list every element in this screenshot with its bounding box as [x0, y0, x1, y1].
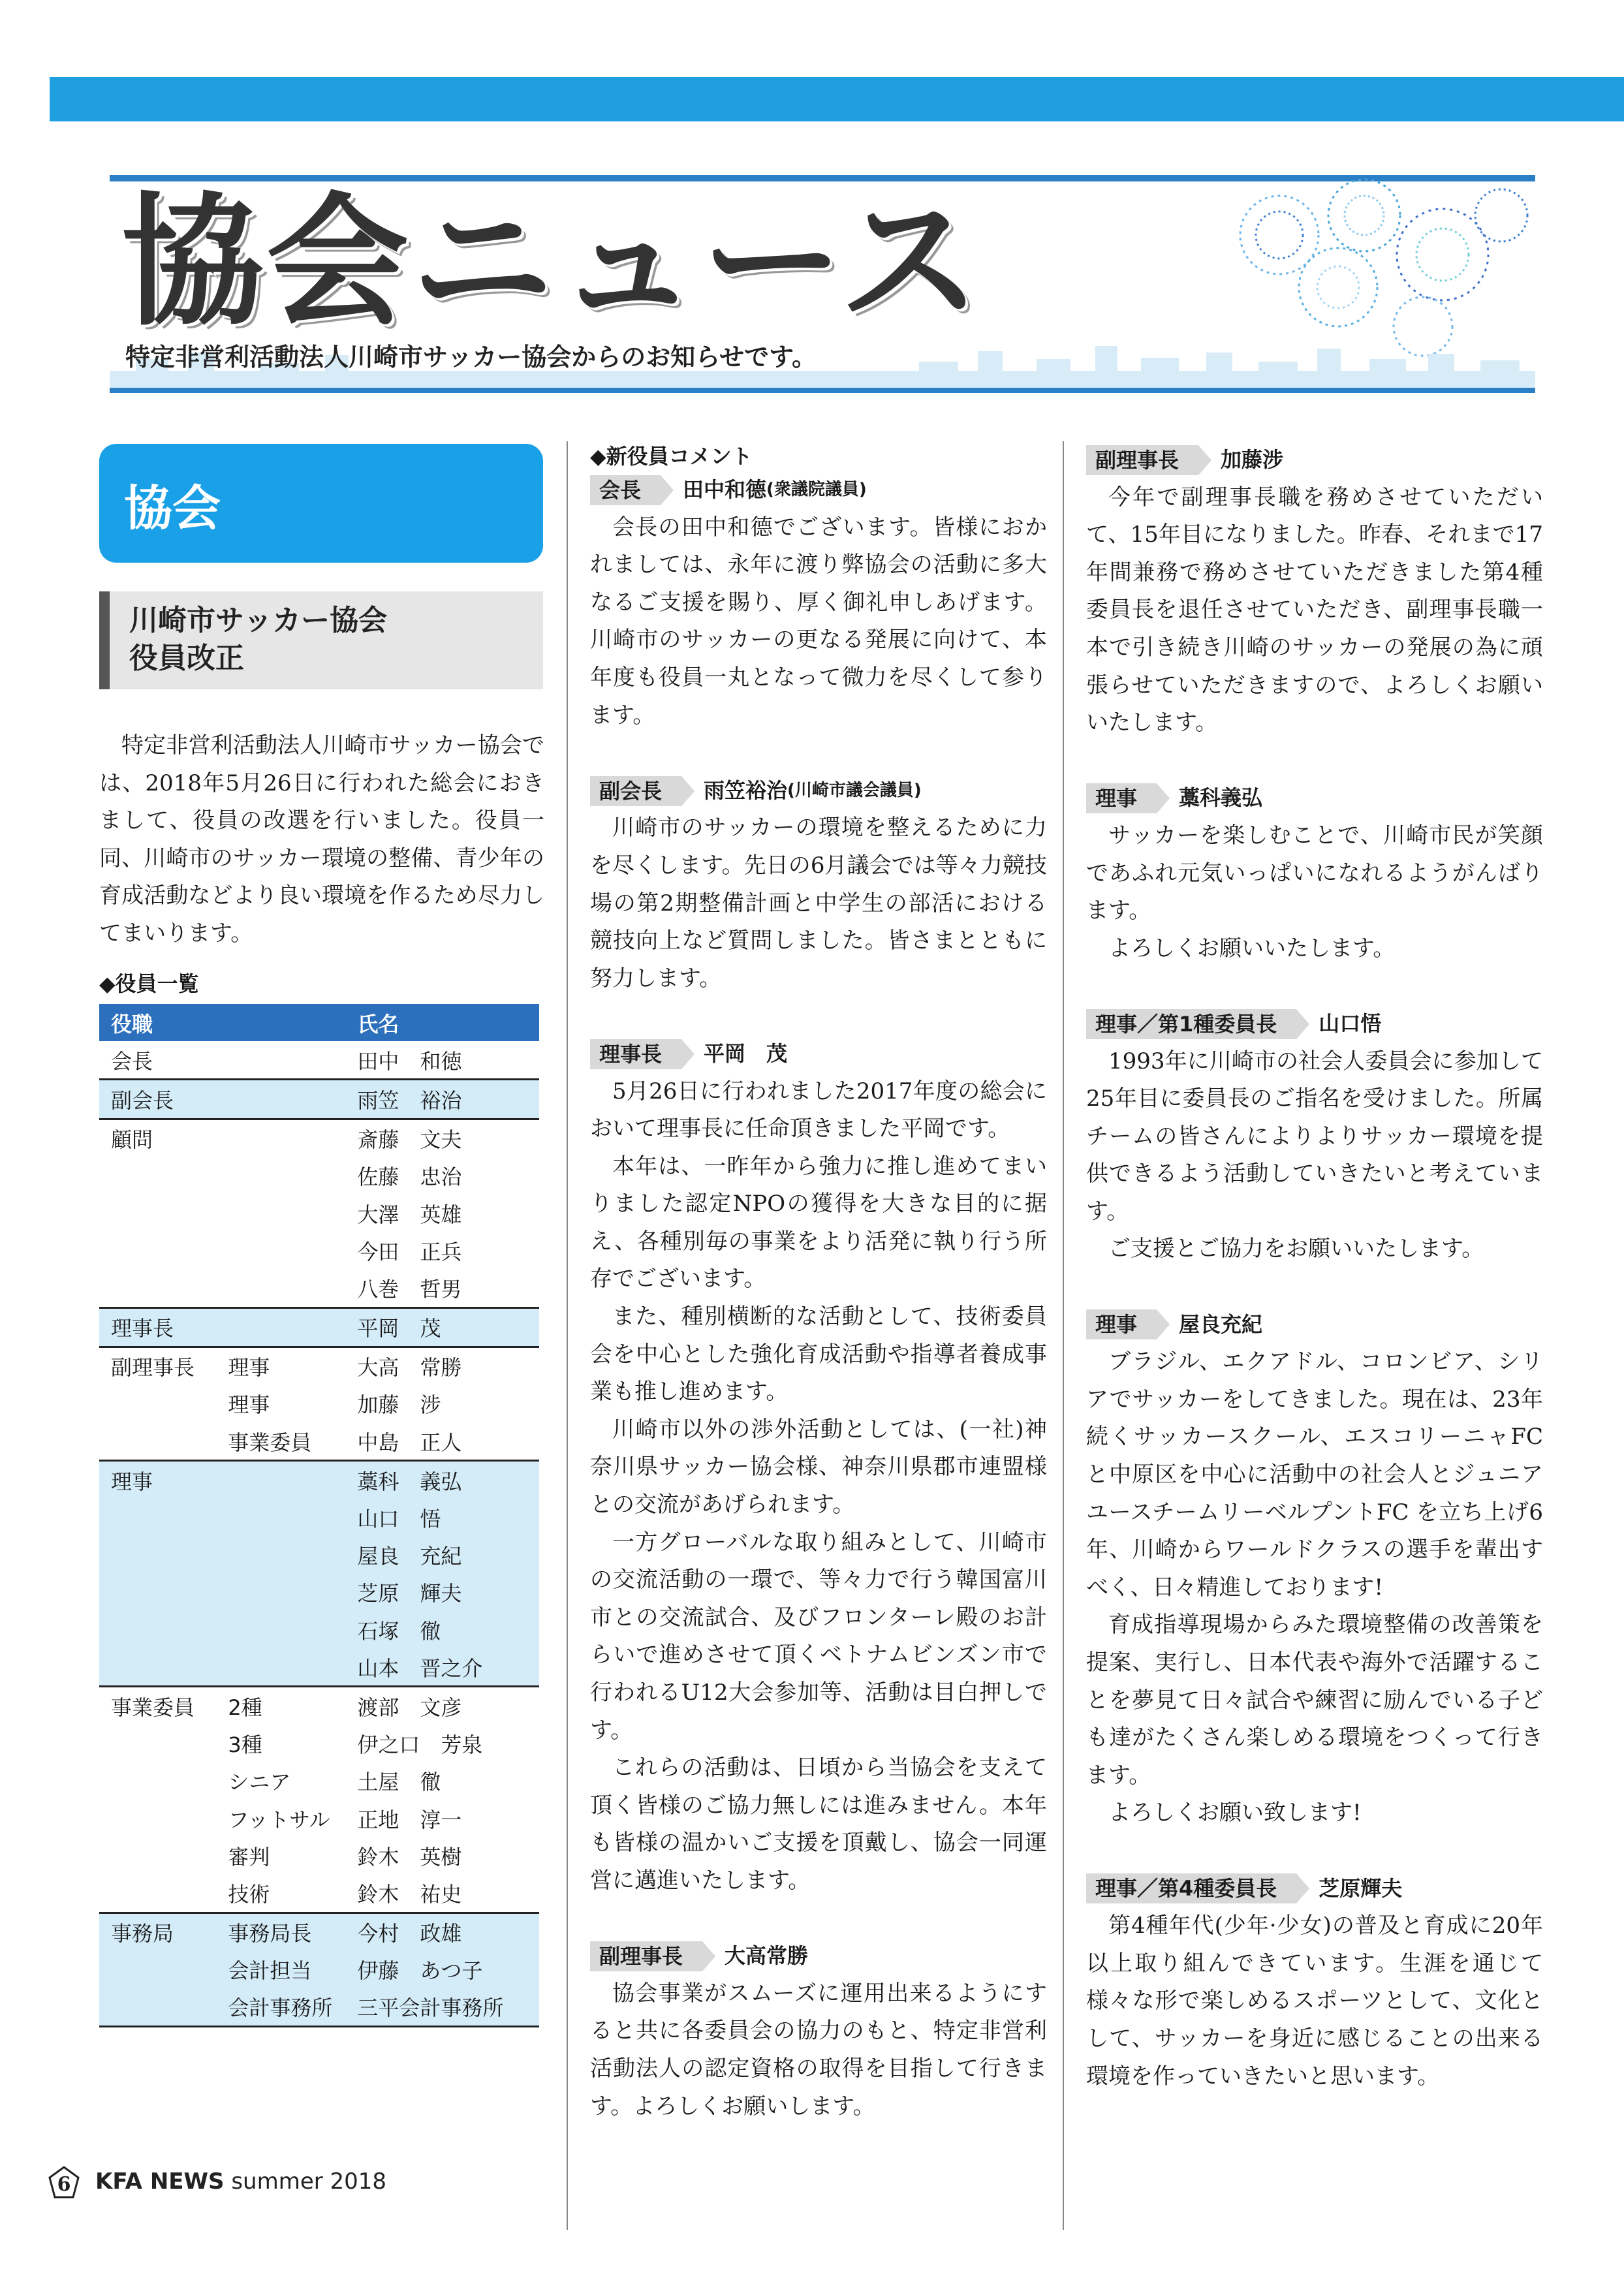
role-tag: 理事／第1種委員長 [1086, 1009, 1296, 1039]
section-label: 協会 [124, 480, 221, 537]
roster-name: 藁科 義弘 [345, 1461, 539, 1499]
comments-title: ◆新役員コメント [590, 444, 753, 469]
roster-role [99, 1762, 216, 1800]
page-number-badge [48, 2166, 80, 2198]
comment-header [1086, 441, 1543, 479]
roster-subrole: 審判 [228, 1844, 270, 1869]
comment-header [1086, 779, 1543, 817]
role-tag: 理事／第4種委員長 [1086, 1873, 1296, 1903]
roster-subrole: 事業委員 [216, 1422, 345, 1461]
comment-text: 今年で副理事長職を務めさせていただいて、15年目になりました。昨春、それまで17年間兼務で務めさせていただきました第4種委員長を退任させていただき、副理事長職一本で引き続き川崎のサッカーの発展の為に頑張らせていただきますので、よろしくお願いいたします。 [1086, 484, 1543, 736]
officer-name: 芝原輝夫 [1319, 1875, 1403, 1901]
comment-text: 育成指導現場からみた環境整備の改善策を提案、実行し、日本代表や海外で活躍することを夢見て日々試合や練習に励んでいる子ども達がたくさん楽しめる環境をつくって行きます。 [1086, 1612, 1543, 1789]
officer-note: (衆議院議員) [766, 480, 867, 499]
issue-label: summer 2018 [231, 2168, 387, 2195]
top-color-band [50, 77, 1624, 121]
roster-header-name: 氏名 [345, 1004, 539, 1041]
roster-subrole [216, 1461, 345, 1499]
comment-text: よろしくお願いいたします。 [1108, 935, 1396, 962]
roster-row [99, 1195, 539, 1232]
roster-subrole: 理事 [228, 1355, 270, 1381]
roster-role: 会長 [99, 1041, 216, 1080]
roster-role [99, 1951, 216, 1988]
comment-text: 5月26日に行われました2017年度の総会において理事長に任命頂きました平岡です。 [590, 1078, 1047, 1142]
roster-name: 加藤 涉 [357, 1392, 441, 1418]
comment-text: ご支援とご協力をお願いいたします。 [1108, 1236, 1484, 1262]
roster-name: 佐藤 忠治 [357, 1165, 462, 1190]
roster-subrole [216, 1080, 345, 1119]
roster-row [99, 1648, 539, 1687]
article-heading-box [99, 591, 543, 689]
roster-name: 屋良 充紀 [345, 1537, 539, 1574]
roster-role [99, 1611, 216, 1648]
officer-name: 雨笠裕治 [704, 777, 788, 803]
roster-subrole [216, 1648, 345, 1687]
column-divider-2 [1063, 441, 1064, 2230]
comment-text: 会長の田中和德でございます。皆様におかれましては、永年に渡り弊協会の活動に多大なるご支援を賜り、厚く御礼申しあげます。川崎市のサッカーの更なる発展に向けて、本年度も役員一丸となって微力を尽くして参ります。 [590, 514, 1047, 728]
roster-name: 山口 悟 [345, 1499, 539, 1536]
roster-row [99, 1725, 539, 1762]
roster-name: 芝原 輝夫 [345, 1574, 539, 1611]
role-tag: 副理事長 [590, 1941, 702, 1971]
roster-role [99, 1988, 216, 2027]
comment-text: 1993年に川崎市の社会人委員会に参加して25年目に委員長のご指名を受けました。所属チームの皆さんによりよりサッカー環境を提供できるよう活動していきたいと考えています。 [1086, 1048, 1543, 1225]
roster-subrole: 会計担当 [216, 1951, 345, 1988]
roster-row [99, 1837, 539, 1874]
roster-subrole: 会計事務所 [216, 1988, 345, 2027]
roster-role [99, 1195, 216, 1232]
header-rule-bottom [110, 388, 1535, 393]
roster-role [99, 1837, 216, 1874]
roster-header-role: 役職 [99, 1004, 345, 1041]
comment-text: サッカーを楽しむことで、川崎市民が笑顔であふれ元気いっぱいになれるようがんばります。 [1086, 822, 1543, 924]
section-label-box [99, 444, 543, 563]
roster-body [99, 1041, 539, 2026]
roster-role [99, 1725, 216, 1762]
comments-column-middle [590, 441, 1047, 2125]
roster-name: 土屋 徹 [357, 1770, 441, 1795]
comment-header [590, 772, 1047, 810]
roster-name: 雨笠 裕治 [345, 1080, 539, 1119]
roster-role [99, 1648, 216, 1687]
roster-row [99, 1269, 539, 1307]
roster-row [99, 1762, 539, 1800]
comment-text: ブラジル、エクアドル、コロンビア、シリアでサッカーをしてきました。現在は、23年続くサッカースクール、エスコリーニャFC と中原区を中心に活動中の社会人とジュニアユースチームリーベルプントFC を立ち上げ6年、川崎からワールドクラスの選手を輩出すべく、日々精進しております! [1086, 1349, 1543, 1601]
roster-title: ◆役員一覧 [99, 971, 199, 996]
roster-role: 理事長 [99, 1307, 216, 1347]
comments-column-right [1086, 441, 1543, 2095]
roster-row [99, 1080, 539, 1119]
comment-text: 川崎市以外の渉外活動としては、(一社)神奈川県サッカー協会様、神奈川県郡市連盟様との交流があげられます。 [590, 1416, 1047, 1518]
roster-role [99, 1574, 216, 1611]
roster-name: 石塚 徹 [345, 1611, 539, 1648]
roster-role: 事務局 [99, 1913, 216, 1951]
roster-row [99, 1499, 539, 1536]
comment-header [1086, 1870, 1543, 1908]
roster-name: 平岡 茂 [345, 1307, 539, 1347]
roster-role: 副会長 [99, 1080, 216, 1119]
roster-subrole [216, 1119, 345, 1157]
comment-header [590, 1035, 1047, 1073]
article-intro: 特定非営利活動法人川崎市サッカー協会では、2018年5月26日に行われた総会におきまして、役員の改選を行いました。役員一同、川崎市のサッカー環境の整備、青少年の育成活動などより良い環境を作るため尽力してまいります。 [99, 732, 544, 946]
comment-text: 川崎市のサッカーの環境を整えるために力を尽くします。先日の6月議会では等々力競技場の第2期整備計画と中学生の部活における競技向上など質問しました。皆さまとともに努力します。 [590, 815, 1047, 992]
roster-name: 田中 和徳 [345, 1041, 539, 1080]
roster-row [99, 1988, 539, 2027]
role-tag: 理事長 [590, 1039, 681, 1069]
officer-roster-table [99, 1004, 539, 2027]
roster-row [99, 1232, 539, 1269]
roster-subrole [216, 1611, 345, 1648]
roster-role [99, 1537, 216, 1574]
roster-row [99, 1119, 539, 1157]
roster-name: 鈴木 祐史 [345, 1874, 539, 1913]
roster-subrole: 事務局長 [216, 1913, 345, 1951]
roster-role [99, 1269, 216, 1307]
roster-subrole: 理事 [228, 1392, 270, 1418]
officer-name: 加藤涉 [1221, 447, 1284, 472]
roster-name: 三平会計事務所 [345, 1988, 539, 2027]
roster-row [99, 1385, 539, 1422]
comment-text: よろしくお願い致します! [1108, 1800, 1362, 1826]
roster-role [99, 1874, 216, 1913]
roster-name: 山本 晋之介 [345, 1648, 539, 1687]
roster-subrole: 3種 [228, 1732, 262, 1758]
page-title: 協会ニュース [121, 180, 984, 345]
comment-text: 一方グローバルな取り組みとして、川崎市の交流活動の一環で、等々力で行う韓国富川市との交流試合、及びフロンターレ殿のお計らいで進めさせて頂くベトナムビンズン市で行われるU12大会参加等、活動は目白押しです。 [590, 1529, 1047, 1744]
role-tag: 副理事長 [1086, 445, 1198, 475]
publication-name: KFA NEWS [95, 2168, 225, 2195]
roster-name: 大高 常勝 [357, 1355, 462, 1381]
comment-header [1086, 1005, 1543, 1043]
roster-name: 大澤 英雄 [357, 1202, 462, 1227]
roster-row [99, 1307, 539, 1347]
page-number: 6 [57, 2173, 71, 2196]
role-tag: 理事 [1086, 783, 1157, 813]
roster-row [99, 1422, 539, 1461]
roster-subrole [216, 1269, 345, 1307]
roster-subrole [216, 1537, 345, 1574]
role-tag: 理事 [1086, 1309, 1157, 1339]
roster-name: 斎藤 文夫 [357, 1127, 462, 1153]
roster-subrole [216, 1157, 345, 1195]
roster-subrole [216, 1574, 345, 1611]
column-divider-1 [567, 441, 568, 2230]
roster-row [99, 1041, 539, 1080]
officer-name: 田中和德 [683, 477, 767, 502]
roster-name: 中島 正人 [345, 1422, 539, 1461]
roster-subrole [216, 1195, 345, 1232]
officer-name: 屋良充紀 [1179, 1311, 1263, 1337]
roster-header-row [99, 1004, 539, 1041]
officer-name: 藁科義弘 [1179, 785, 1263, 811]
roster-row [99, 1347, 539, 1385]
officer-note: (川崎市議会議員) [787, 780, 922, 800]
article-heading-line-1: 川崎市サッカー協会 [129, 604, 388, 637]
roster-subrole [216, 1041, 345, 1080]
roster-row [99, 1874, 539, 1913]
roster-name: 正地 淳一 [357, 1807, 462, 1832]
roster-row [99, 1537, 539, 1574]
comment-text: また、種別横断的な活動として、技術委員会を中心とした強化育成活動や指導者養成事業も推し進めます。 [590, 1304, 1047, 1405]
comment-header [590, 471, 1047, 509]
officer-name: 大高常勝 [725, 1943, 809, 1969]
roster-role: 事業委員 [111, 1695, 195, 1720]
roster-row [99, 1687, 539, 1725]
roster-role [99, 1800, 216, 1837]
roster-row [99, 1157, 539, 1195]
roster-subrole: シニア [228, 1770, 291, 1795]
roster-subrole: フットサル [228, 1807, 330, 1832]
roster-subrole: 技術 [216, 1874, 345, 1913]
roster-name: 今田 正兵 [357, 1239, 462, 1264]
comment-text: 第4種年代(少年·少女)の普及と育成に20年以上取り組んできています。生涯を通じて様々な形で楽しめるスポーツとして、文化として、サッカーを身近に感じることの出来る環境を作っていきたいと思います。 [1086, 1913, 1543, 2089]
roster-subrole [216, 1232, 345, 1269]
article-heading [129, 602, 387, 678]
heading-accent-bar [99, 591, 110, 689]
roster-name: 伊之口 芳泉 [357, 1732, 483, 1758]
roster-name: 伊藤 あつ子 [345, 1951, 539, 1988]
roster-row [99, 1574, 539, 1611]
comment-text: これらの活動は、日頃から当協会を支えて頂く皆様のご協力無しには進みません。本年も皆様の温かいご支援を頂戴し、協会一同運営に邁進いたします。 [590, 1755, 1047, 1894]
roster-row [99, 1951, 539, 1988]
comment-header [590, 1937, 1047, 1975]
roster-subrole [216, 1307, 345, 1347]
roster-role [99, 1157, 216, 1195]
officer-name: 平岡 茂 [704, 1040, 788, 1066]
roster-row [99, 1611, 539, 1648]
comment-header [1086, 1306, 1543, 1344]
roster-role [99, 1499, 216, 1536]
roster-row [99, 1461, 539, 1499]
roster-name: 鈴木 英樹 [357, 1844, 462, 1869]
roster-row [99, 1913, 539, 1951]
roster-role [99, 1385, 216, 1422]
roster-role [99, 1232, 216, 1269]
roster-role: 副理事長 [111, 1355, 195, 1381]
comment-text: 協会事業がスムーズに運用出来るようにすると共に各委員会の協力のもと、特定非営利活動法人の認定資格の取得を目指して行きます。よろしくお願いします。 [590, 1980, 1047, 2120]
roster-name: 今村 政雄 [345, 1913, 539, 1951]
article-heading-line-2: 役員改正 [129, 642, 244, 675]
roster-role [99, 1422, 216, 1461]
roster-row [99, 1800, 539, 1837]
roster-subrole [216, 1499, 345, 1536]
footer-publication [95, 2168, 386, 2195]
comment-text: 本年は、一昨年から強力に推し進めてまいりました認定NPOの獲得を大きな目的に据え、各種別毎の事業をより活発に執り行う所存でございます。 [590, 1153, 1047, 1292]
roster-name: 八巻 哲男 [345, 1269, 539, 1307]
role-tag: 副会長 [590, 776, 681, 806]
page-subtitle: 特定非営利活動法人川崎市サッカー協会からのお知らせです。 [125, 343, 817, 371]
role-tag: 会長 [590, 475, 661, 505]
roster-role: 理事 [99, 1461, 216, 1499]
officer-name: 山口悟 [1319, 1010, 1382, 1036]
roster-role: 顧問 [111, 1127, 153, 1153]
roster-name: 渡部 文彦 [357, 1695, 462, 1720]
roster-subrole: 2種 [228, 1695, 262, 1720]
